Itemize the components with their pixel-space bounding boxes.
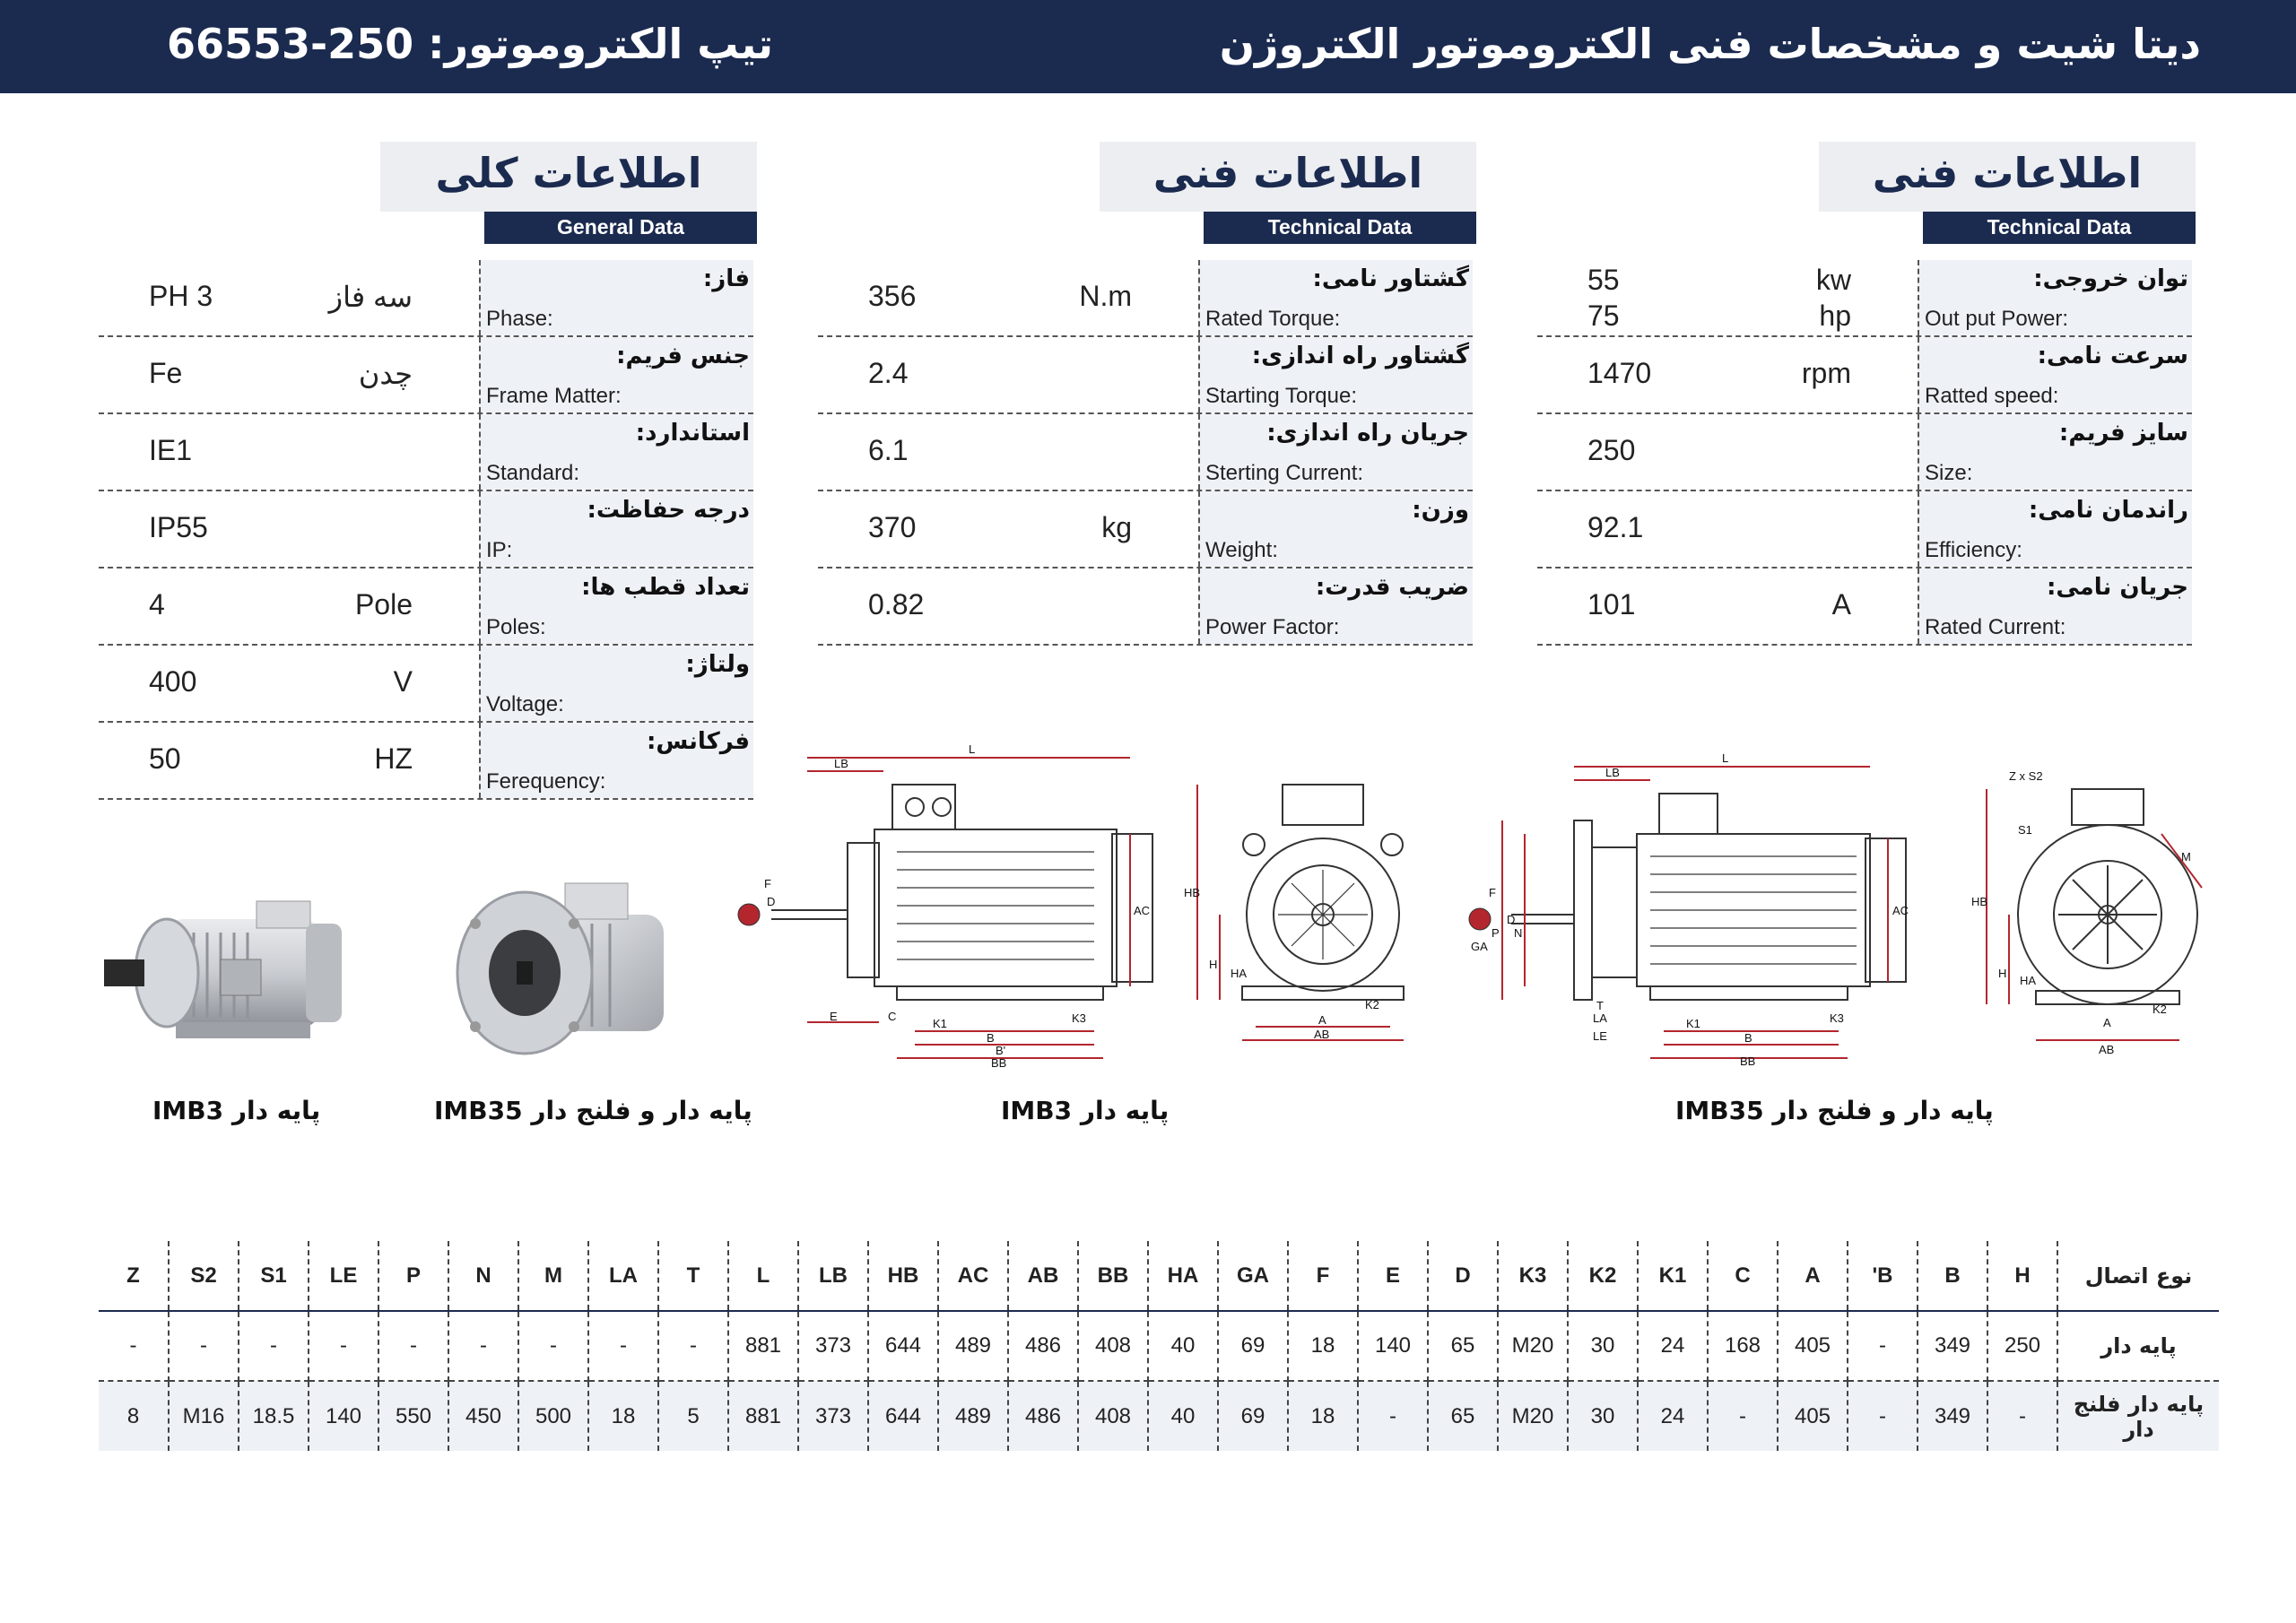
- spec-label-fa: ولتاژ:: [685, 651, 750, 678]
- dim-label-D-2: D: [1507, 913, 1516, 926]
- spec-unit-kw: kw: [1815, 264, 1851, 296]
- column-header-bb: BB: [1078, 1241, 1148, 1311]
- dim-label-K3: K3: [1072, 1011, 1086, 1025]
- column-header-ha: HA: [1148, 1241, 1218, 1311]
- column-header-n: N: [448, 1241, 518, 1311]
- spec-unit: rpm: [1801, 357, 1851, 389]
- dim-label-AB-2: AB: [2099, 1043, 2115, 1056]
- table-cell: -: [378, 1311, 448, 1381]
- spec-row: [99, 491, 753, 568]
- page-title: دیتا شیت و مشخصات فنی الکتروموتور الکتروژن: [1219, 20, 2201, 68]
- spec-value-pair: [1587, 264, 1620, 335]
- column-header-p: P: [378, 1241, 448, 1311]
- spec-label-cell: [1918, 414, 2192, 490]
- spec-value: Fe: [149, 357, 183, 389]
- table-cell: 644: [868, 1311, 938, 1381]
- table-cell: -: [518, 1311, 588, 1381]
- spec-label-fa: جریان نامی:: [2046, 574, 2188, 601]
- table-cell: M16: [169, 1381, 239, 1451]
- row-label: پایه دار: [2057, 1311, 2219, 1381]
- table-cell: 550: [378, 1381, 448, 1451]
- spec-label-en: Frame Matter:: [486, 384, 622, 408]
- spec-value: 1470: [1587, 357, 1652, 389]
- spec-row: [1537, 414, 2192, 491]
- spec-value-kw: 55: [1587, 264, 1620, 296]
- spec-label-cell: [1198, 414, 1473, 490]
- spec-label-en: Voltage:: [486, 692, 564, 716]
- spec-label-fa: جریان راه اندازی:: [1266, 420, 1469, 447]
- column-header-t: T: [658, 1241, 728, 1311]
- spec-label-cell: [479, 723, 753, 798]
- table-cell: M20: [1498, 1311, 1568, 1381]
- spec-row: [99, 646, 753, 723]
- dim-label-K2: K2: [1365, 998, 1379, 1011]
- spec-row-output-power: [1537, 260, 2192, 337]
- spec-row: [818, 260, 1473, 337]
- spec-value: 50: [149, 742, 181, 775]
- table-cell: 40: [1148, 1311, 1218, 1381]
- spec-row: [1537, 491, 2192, 568]
- spec-label-cell: [479, 337, 753, 412]
- table-row: [99, 1381, 2219, 1451]
- spec-label-cell: [479, 646, 753, 721]
- column-header-s1: S1: [239, 1241, 309, 1311]
- dim-label-H: H: [1209, 958, 1218, 971]
- table-cell: 140: [309, 1381, 378, 1451]
- dim-label-F: F: [764, 877, 771, 890]
- dimensions-header-row: [99, 1241, 2219, 1311]
- spec-unit: سه فاز: [328, 281, 413, 313]
- column-header-s2: S2: [169, 1241, 239, 1311]
- dim-label-L-2: L: [1722, 751, 1729, 765]
- table-cell: 140: [1358, 1311, 1428, 1381]
- table-cell: -: [1708, 1381, 1778, 1451]
- motor-photo-imb3: [95, 870, 364, 1067]
- dim-label-HB: HB: [1184, 886, 1201, 899]
- spec-label-fa: گشتاور نامی:: [1312, 265, 1469, 292]
- dim-label-AC: AC: [1134, 904, 1151, 917]
- spec-value: 6.1: [868, 434, 909, 466]
- dim-label-K1-2: K1: [1686, 1017, 1700, 1030]
- dim-label-N: N: [1514, 926, 1523, 940]
- caption-drawing-imb35: پایه دار و فلنج دار IMB35: [1675, 1096, 1994, 1125]
- table-cell: 408: [1078, 1381, 1148, 1451]
- column-header-d: D: [1428, 1241, 1498, 1311]
- spec-value-hp: 75: [1587, 299, 1620, 332]
- spec-unit: HZ: [374, 742, 413, 775]
- spec-label-cell: [1198, 568, 1473, 644]
- dim-label-D: D: [767, 895, 776, 908]
- technical-data-subtitle-2: Technical Data: [1923, 212, 2196, 244]
- column-header-la: LA: [588, 1241, 658, 1311]
- spec-value: 92.1: [1587, 511, 1644, 543]
- spec-label-fa: درجه حفاظت:: [587, 497, 750, 524]
- spec-value: 356: [868, 280, 917, 312]
- spec-value: IE1: [149, 434, 193, 466]
- dim-label-K1: K1: [933, 1017, 947, 1030]
- spec-label-fa: سایز فریم:: [2058, 420, 2188, 447]
- spec-label-en: IP:: [486, 538, 513, 562]
- spec-unit-hp: hp: [1819, 299, 1851, 332]
- table-cell: 349: [1918, 1311, 1987, 1381]
- spec-label-en: Standard:: [486, 461, 580, 485]
- table-cell: 18: [1288, 1311, 1358, 1381]
- dim-label-T: T: [1596, 999, 1604, 1012]
- caption-photo-imb35: پایه دار و فلنج دار IMB35: [434, 1096, 752, 1125]
- spec-unit: V: [393, 665, 413, 698]
- column-header-connection-type: نوع اتصال: [2057, 1241, 2219, 1311]
- spec-label-fa: وزن:: [1412, 497, 1469, 524]
- table-cell: 65: [1428, 1381, 1498, 1451]
- column-header-l: L: [728, 1241, 798, 1311]
- table-cell: -: [1358, 1381, 1428, 1451]
- spec-label-cell: [479, 491, 753, 567]
- column-header-m: M: [518, 1241, 588, 1311]
- header-bar: [0, 0, 2296, 93]
- dim-label-A-2: A: [2103, 1016, 2111, 1029]
- spec-label-cell: [1918, 491, 2192, 567]
- spec-value: 101: [1587, 588, 1636, 621]
- spec-row: [99, 414, 753, 491]
- spec-label-en: Rated Torque:: [1205, 307, 1341, 331]
- dimensions-table: [99, 1241, 2219, 1451]
- dimension-drawing-imb3: [718, 735, 1417, 1067]
- spec-label-fa: سرعت نامی:: [2037, 343, 2188, 369]
- table-cell: -: [448, 1311, 518, 1381]
- spec-row: [99, 723, 753, 800]
- dim-label-LB: LB: [834, 757, 848, 770]
- table-cell: 500: [518, 1381, 588, 1451]
- spec-value: PH 3: [149, 280, 213, 312]
- spec-value: 370: [868, 511, 917, 543]
- table-cell: 69: [1218, 1381, 1288, 1451]
- table-cell: 881: [728, 1381, 798, 1451]
- dim-label-HA: HA: [1231, 967, 1248, 980]
- dim-label-B: B: [987, 1031, 995, 1045]
- spec-unit: N.m: [1079, 280, 1132, 312]
- spec-row: [818, 491, 1473, 568]
- dim-label-BB: BB: [991, 1056, 1007, 1067]
- column-header-h: H: [1987, 1241, 2057, 1311]
- column-header-k3: K3: [1498, 1241, 1568, 1311]
- spec-label-fa: فاز:: [702, 265, 750, 292]
- dim-label-A: A: [1318, 1013, 1326, 1027]
- spec-row: [1537, 568, 2192, 646]
- dim-label-GA: GA: [1471, 940, 1488, 953]
- dim-label-E: E: [830, 1010, 838, 1023]
- dim-label-HA-2: HA: [2020, 974, 2037, 987]
- spec-row: [99, 568, 753, 646]
- column-header-a: A: [1778, 1241, 1848, 1311]
- spec-unit: چدن: [358, 358, 413, 390]
- caption-photo-imb3: پایه دار IMB3: [152, 1096, 321, 1125]
- dim-label-B-2: B: [1744, 1031, 1752, 1045]
- column-header-k1: K1: [1638, 1241, 1708, 1311]
- spec-label-cell: [1918, 337, 2192, 412]
- table-cell: 450: [448, 1381, 518, 1451]
- dim-label-C: C: [888, 1010, 897, 1023]
- dim-label-HB-2: HB: [1971, 895, 1988, 908]
- spec-label-cell: [1198, 337, 1473, 412]
- spec-label-en: Ratted speed:: [1925, 384, 2059, 408]
- table-cell: 18: [1288, 1381, 1358, 1451]
- table-cell: 373: [798, 1311, 868, 1381]
- table-cell: -: [169, 1311, 239, 1381]
- table-cell: -: [239, 1311, 309, 1381]
- dim-label-S1: S1: [2018, 823, 2032, 837]
- column-header-ab: AB: [1008, 1241, 1078, 1311]
- dimension-drawing-imb35: [1435, 744, 2206, 1067]
- dim-label-K3-2: K3: [1830, 1011, 1844, 1025]
- column-header-c: C: [1708, 1241, 1778, 1311]
- column-header-lb: LB: [798, 1241, 868, 1311]
- table-cell: 349: [1918, 1381, 1987, 1451]
- table-cell: -: [1848, 1381, 1918, 1451]
- table-cell: 24: [1638, 1381, 1708, 1451]
- spec-row: [1537, 337, 2192, 414]
- spec-value: 250: [1587, 434, 1636, 466]
- spec-label-fa: جنس فریم:: [616, 343, 750, 369]
- spec-label-fa: توان خروجی:: [2033, 265, 2188, 292]
- spec-row: [99, 260, 753, 337]
- dim-label-H-2: H: [1998, 967, 2007, 980]
- dim-label-LB-2: LB: [1605, 766, 1620, 779]
- table-cell: -: [1848, 1311, 1918, 1381]
- table-cell: -: [99, 1311, 169, 1381]
- table-cell: 30: [1568, 1381, 1638, 1451]
- spec-label-cell: [1198, 491, 1473, 567]
- spec-row: [818, 414, 1473, 491]
- spec-label-en: Power Factor:: [1205, 615, 1340, 639]
- motor-model: تیپ الکتروموتور: 250-66553: [167, 20, 774, 68]
- spec-unit: kg: [1101, 511, 1132, 543]
- spec-label-cell: [479, 414, 753, 490]
- motor-photo-imb35: [448, 861, 682, 1076]
- spec-label-en: Ferequency:: [486, 769, 606, 794]
- table-cell: 405: [1778, 1311, 1848, 1381]
- dim-label-F-2: F: [1489, 886, 1496, 899]
- table-cell: 489: [938, 1381, 1008, 1451]
- technical-data-subtitle-1: Technical Data: [1204, 212, 1476, 244]
- spec-row: [818, 337, 1473, 414]
- row-label: پایه دار فلنج دار: [2057, 1381, 2219, 1451]
- technical-data-title-1: اطلاعات فنی: [1100, 142, 1476, 212]
- spec-row: [818, 568, 1473, 646]
- spec-label-cell: [479, 260, 753, 335]
- table-cell: 405: [1778, 1381, 1848, 1451]
- spec-label-en: Sterting Current:: [1205, 461, 1364, 485]
- spec-label-cell: [479, 568, 753, 644]
- spec-label-en: Out put Power:: [1925, 307, 2069, 331]
- spec-value: 400: [149, 665, 197, 698]
- spec-unit: Pole: [354, 588, 413, 621]
- dim-label-M: M: [2181, 850, 2191, 864]
- spec-unit-pair: [1816, 264, 1851, 335]
- spec-value: 0.82: [868, 588, 925, 621]
- table-row: [99, 1311, 2219, 1381]
- table-cell: 30: [1568, 1311, 1638, 1381]
- dim-label-AB: AB: [1314, 1028, 1330, 1041]
- column-header-b: B: [1918, 1241, 1987, 1311]
- spec-label-en: Poles:: [486, 615, 546, 639]
- table-cell: 24: [1638, 1311, 1708, 1381]
- spec-row: [99, 337, 753, 414]
- technical-data-title-2: اطلاعات فنی: [1819, 142, 2196, 212]
- column-header-ac: AC: [938, 1241, 1008, 1311]
- dim-label-Bp: B': [996, 1044, 1006, 1057]
- table-cell: M20: [1498, 1381, 1568, 1451]
- table-cell: 65: [1428, 1311, 1498, 1381]
- spec-label-fa: فرکانس:: [647, 728, 750, 755]
- spec-label-en: Phase:: [486, 307, 553, 331]
- column-header-b: 'B: [1848, 1241, 1918, 1311]
- dim-label-AC-2: AC: [1892, 904, 1909, 917]
- column-header-hb: HB: [868, 1241, 938, 1311]
- column-header-e: E: [1358, 1241, 1428, 1311]
- table-cell: 373: [798, 1381, 868, 1451]
- dim-label-LE: LE: [1593, 1029, 1607, 1043]
- table-cell: 168: [1708, 1311, 1778, 1381]
- spec-label-fa: راندمان نامی:: [2028, 497, 2188, 524]
- spec-label-en: Weight:: [1205, 538, 1278, 562]
- dim-label-L: L: [969, 742, 976, 756]
- table-cell: 408: [1078, 1311, 1148, 1381]
- general-data-title: اطلاعات کلی: [380, 142, 757, 212]
- spec-value: IP55: [149, 511, 208, 543]
- dim-label-LA: LA: [1593, 1011, 1607, 1025]
- spec-label-fa: تعداد قطب ها:: [581, 574, 750, 601]
- table-cell: 486: [1008, 1311, 1078, 1381]
- spec-value: 4: [149, 588, 165, 621]
- table-cell: 881: [728, 1311, 798, 1381]
- table-cell: -: [1987, 1381, 2057, 1451]
- spec-label-fa: ضریب قدرت:: [1315, 574, 1469, 601]
- spec-label-en: Efficiency:: [1925, 538, 2022, 562]
- general-data-subtitle: General Data: [484, 212, 757, 244]
- table-cell: 69: [1218, 1311, 1288, 1381]
- spec-label-fa: استاندارد:: [635, 420, 750, 447]
- column-header-f: F: [1288, 1241, 1358, 1311]
- spec-label-fa: گشتاور راه اندازی:: [1251, 343, 1469, 369]
- dim-label-K2-2: K2: [2152, 1002, 2167, 1016]
- spec-label-cell: [1918, 568, 2192, 644]
- table-cell: 5: [658, 1381, 728, 1451]
- table-cell: -: [588, 1311, 658, 1381]
- table-cell: 40: [1148, 1381, 1218, 1451]
- table-cell: 250: [1987, 1311, 2057, 1381]
- table-cell: 8: [99, 1381, 169, 1451]
- column-header-z: Z: [99, 1241, 169, 1311]
- spec-label-cell: [1918, 260, 2192, 335]
- spec-label-en: Rated Current:: [1925, 615, 2066, 639]
- spec-label-cell: [1198, 260, 1473, 335]
- spec-value: 2.4: [868, 357, 909, 389]
- dim-label-BB-2: BB: [1740, 1055, 1756, 1067]
- table-cell: 489: [938, 1311, 1008, 1381]
- dim-label-ZxS2: Z x S2: [2009, 769, 2043, 783]
- column-header-ga: GA: [1218, 1241, 1288, 1311]
- table-cell: -: [309, 1311, 378, 1381]
- table-cell: 486: [1008, 1381, 1078, 1451]
- dim-label-P: P: [1492, 926, 1500, 940]
- table-cell: 18: [588, 1381, 658, 1451]
- spec-unit: A: [1831, 588, 1851, 621]
- table-cell: 18.5: [239, 1381, 309, 1451]
- caption-drawing-imb3: پایه دار IMB3: [1001, 1096, 1170, 1125]
- table-cell: 644: [868, 1381, 938, 1451]
- spec-label-en: Starting Torque:: [1205, 384, 1357, 408]
- column-header-le: LE: [309, 1241, 378, 1311]
- table-cell: -: [658, 1311, 728, 1381]
- spec-label-en: Size:: [1925, 461, 1973, 485]
- column-header-k2: K2: [1568, 1241, 1638, 1311]
